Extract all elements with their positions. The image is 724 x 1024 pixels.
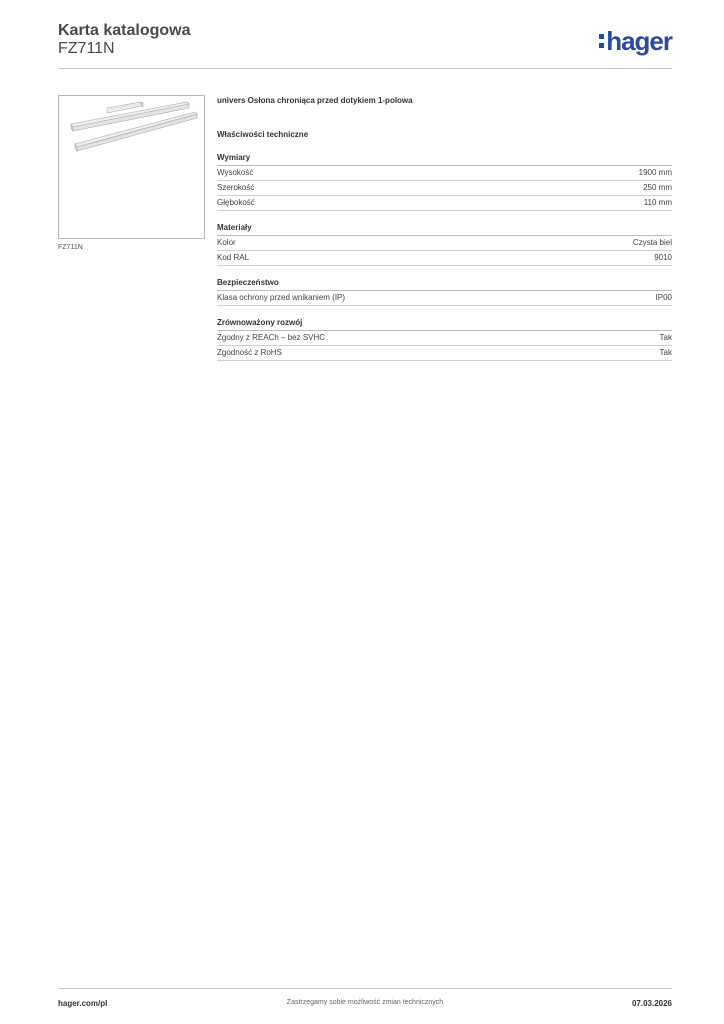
section-title: Materiały [217,223,672,236]
spec-row [217,196,672,211]
product-image-caption: FZ711N [58,244,83,251]
spec-row [217,331,672,346]
spec-value: 110 mm [643,198,672,207]
spec-label: Kod RAL [217,253,250,262]
spec-row [217,291,672,306]
footer-website-link[interactable]: hager.com/pl [58,999,108,1008]
page-footer [58,988,672,1011]
spec-value: 250 mm [643,183,672,192]
logo-dots-icon [599,34,604,48]
section-title: Bezpieczeństwo [217,278,672,291]
section-dimensions [217,153,672,211]
product-description: univers Osłona chroniąca przed dotykiem 1-polowa [217,96,413,105]
page-header [58,20,672,69]
product-image [58,95,205,239]
spec-label: Klasa ochrony przed wnikaniem (IP) [217,293,346,302]
document-title: Karta katalogowa [58,22,191,39]
technical-properties-heading: Właściwości techniczne [217,130,309,139]
footer-date: 07.03.2026 [631,999,672,1008]
spec-value: Czysta biel [632,238,672,247]
section-safety [217,278,672,306]
spec-row [217,251,672,266]
spec-label: Głębokość [217,198,255,207]
spec-label: Kolor [217,238,236,247]
spec-row [217,346,672,361]
spec-row [217,181,672,196]
spec-value: Tak [659,333,672,342]
section-title: Zrównoważony rozwój [217,318,672,331]
product-photo [59,96,204,238]
spec-label: Szerokość [217,183,255,192]
hager-logo [599,26,672,56]
spec-row [217,236,672,251]
spec-value: 1900 mm [638,168,672,177]
spec-label: Wysokość [217,168,254,177]
spec-value: 9010 [654,253,672,262]
technical-content [217,96,672,361]
logo-text: hager [606,25,672,56]
section-title: Wymiary [217,153,672,166]
section-sustainability [217,318,672,361]
footer-disclaimer: Zastrzegamy sobie możliwość zmian technicznych [286,999,444,1006]
spec-label: Zgodny z REACh – bez SVHC [217,333,326,342]
spec-value: IP00 [655,293,672,302]
spec-value: Tak [659,348,672,357]
spec-label: Zgodność z RoHS [217,348,282,357]
product-code: FZ711N [58,40,115,57]
spec-row [217,166,672,181]
section-materials [217,223,672,266]
